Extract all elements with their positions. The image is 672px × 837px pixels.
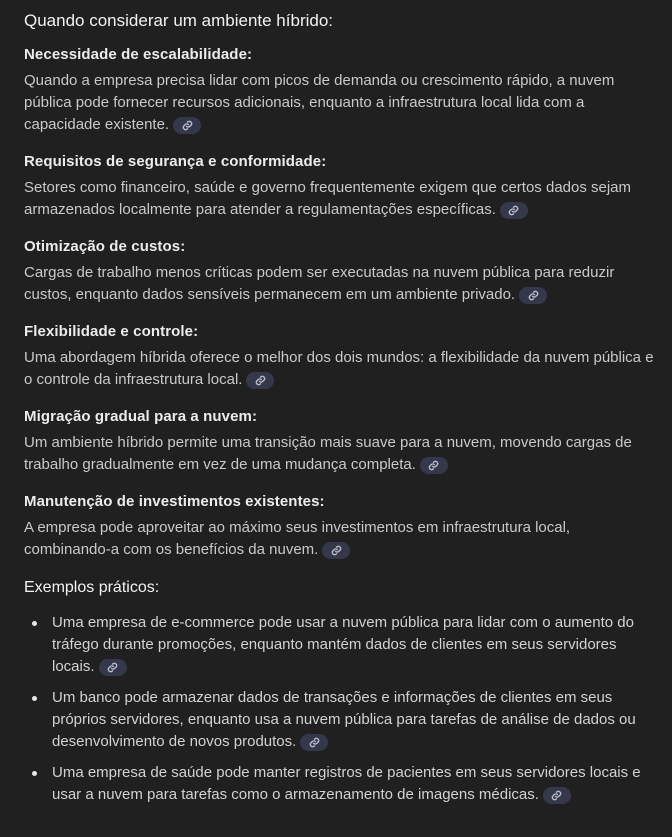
citation-link-button[interactable] <box>420 457 448 474</box>
link-icon <box>528 290 539 301</box>
citation-link-button[interactable] <box>300 734 328 751</box>
section-text-body: Uma abordagem híbrida oferece o melhor dos dois mundos: a flexibilidade da nuvem pública e o controle da infraestrutura local. <box>24 349 654 388</box>
section-text <box>24 262 658 306</box>
list-item-text: Uma empresa de saúde pode manter registros de pacientes em seus servidores locais e usar a nuvem para tarefas como o armazenamento de imagens médicas. <box>52 764 641 803</box>
section-migration <box>24 407 658 476</box>
link-icon <box>309 737 320 748</box>
section-security <box>24 152 658 221</box>
section-title: Migração gradual para a nuvem: <box>24 408 258 425</box>
section-text-body: Um ambiente híbrido permite uma transição mais suave para a nuvem, movendo cargas de trabalho gradualmente em vez de uma mudança completa. <box>24 434 632 473</box>
section-title: Requisitos de segurança e conformidade: <box>24 153 327 170</box>
citation-link-button[interactable] <box>99 659 127 676</box>
citation-link-button[interactable] <box>519 287 547 304</box>
section-flexibility <box>24 322 658 391</box>
section-text <box>24 517 658 561</box>
link-icon <box>107 662 118 673</box>
section-title: Flexibilidade e controle: <box>24 323 199 340</box>
section-title: Necessidade de escalabilidade: <box>24 46 253 63</box>
section-text <box>24 70 658 136</box>
citation-link-button[interactable] <box>173 117 201 134</box>
list-item <box>52 612 658 678</box>
link-icon <box>508 205 519 216</box>
link-icon <box>182 120 193 131</box>
section-text <box>24 432 658 476</box>
citation-link-button[interactable] <box>500 202 528 219</box>
section-scalability <box>24 45 658 136</box>
list-item-text: Uma empresa de e-commerce pode usar a nuvem pública para lidar com o aumento do tráfego durante promoções, enquanto mantém dados de clientes em seus servidores locais. <box>52 614 634 675</box>
link-icon <box>428 460 439 471</box>
section-text <box>24 177 658 221</box>
section-text-body: Cargas de trabalho menos críticas podem ser executadas na nuvem pública para reduzir custos, enquanto dados sensíveis permanecem em um ambiente privado. <box>24 264 615 303</box>
section-text-body: A empresa pode aproveitar ao máximo seus investimentos em infraestrutura local, combinando-a com os benefícios da nuvem. <box>24 519 571 558</box>
section-text-body: Setores como financeiro, saúde e governo frequentemente exigem que certos dados sejam armazenados localmente para atender a regulamentações específicas. <box>24 179 632 218</box>
section-title: Otimização de custos: <box>24 238 186 255</box>
section-text-body: Quando a empresa precisa lidar com picos de demanda ou crescimento rápido, a nuvem pública pode fornecer recursos adicionais, enquanto a infraestrutura local lida com a capacidade existente. <box>24 72 615 133</box>
section-title: Manutenção de investimentos existentes: <box>24 493 325 510</box>
citation-link-button[interactable] <box>543 787 571 804</box>
examples-list <box>24 612 658 806</box>
link-icon <box>551 790 562 801</box>
citation-link-button[interactable] <box>322 542 350 559</box>
list-item <box>52 762 658 806</box>
section-heading: Quando considerar um ambiente híbrido: <box>24 11 334 30</box>
link-icon <box>331 545 342 556</box>
examples-heading: Exemplos práticos: <box>24 579 160 596</box>
section-investments <box>24 492 658 561</box>
list-item <box>52 687 658 753</box>
section-text <box>24 347 658 391</box>
section-cost <box>24 237 658 306</box>
link-icon <box>255 375 266 386</box>
list-item-text: Um banco pode armazenar dados de transações e informações de clientes em seus próprios servidores, enquanto usa a nuvem pública para tarefas de análise de dados ou desenvolvimento de novos produtos. <box>52 689 636 750</box>
citation-link-button[interactable] <box>246 372 274 389</box>
